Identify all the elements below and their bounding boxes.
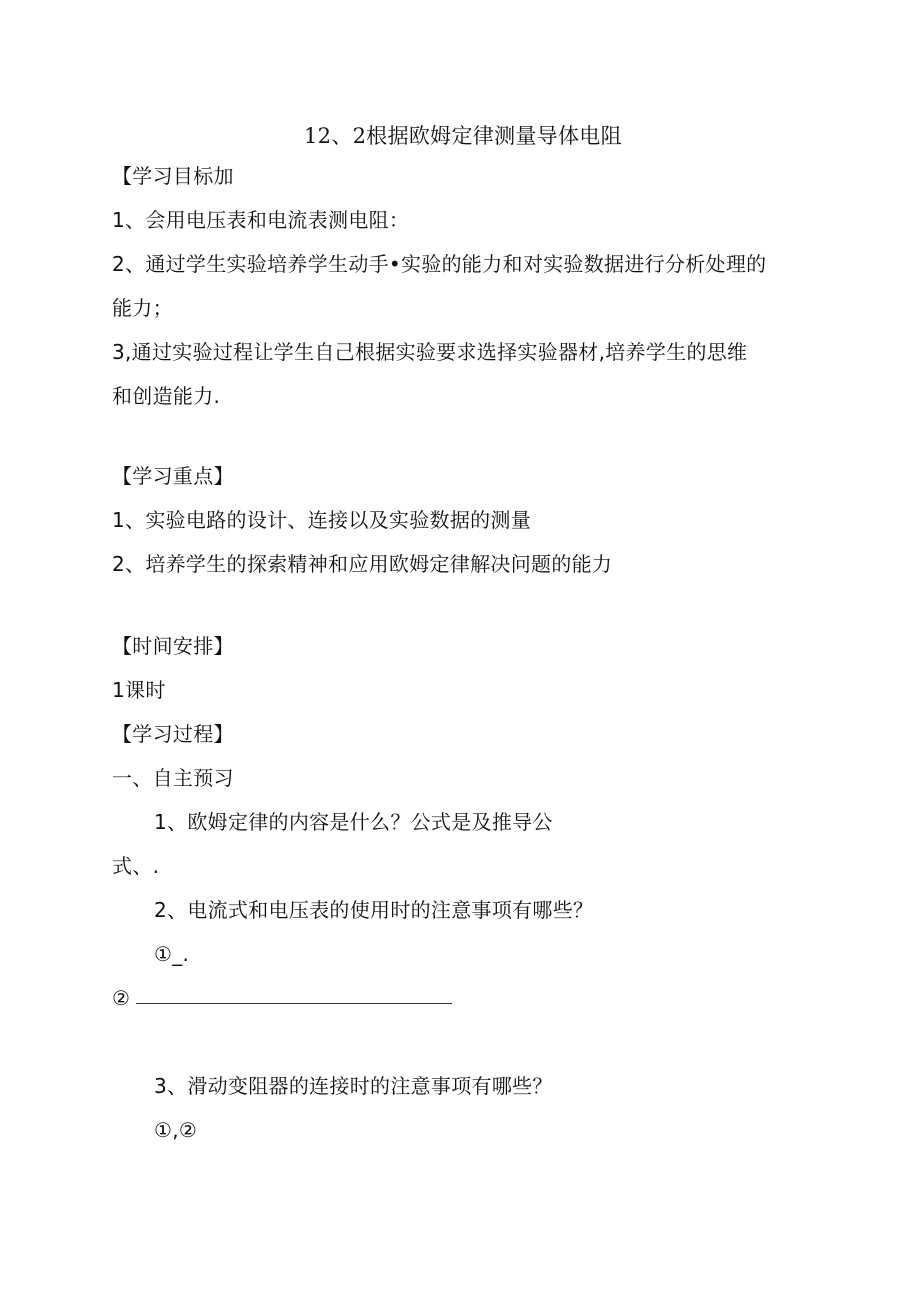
objective-item-2-cont: 能力； [112, 296, 173, 320]
process-heading: 【学习过程】 [112, 722, 234, 746]
question-2-item-2: ② [112, 986, 131, 1010]
key-points-heading: 【学习重点】 [112, 464, 234, 488]
key-point-item-2: 2、培养学生的探索精神和应用欧姆定律解决问题的能力 [112, 552, 613, 576]
answer-blank-line [136, 1003, 452, 1004]
section-self-study: 一、自主预习 [112, 766, 234, 790]
schedule-value: 1课时 [112, 678, 166, 702]
objective-item-1: 1、会用电压表和电流表测电阻： [112, 208, 410, 232]
question-1-line-2: 式、. [112, 854, 160, 878]
question-3: 3、滑动变阻器的连接时的注意事项有哪些？ [154, 1074, 553, 1098]
document-title: 12、2根据欧姆定律测量导体电阻 [304, 124, 622, 148]
objectives-heading: 【学习目标加 [112, 164, 234, 188]
objective-item-2: 2、通过学生实验培养学生动手•实验的能力和对实验数据进行分析处理的 [112, 252, 767, 276]
key-point-item-1: 1、实验电路的设计、连接以及实验数据的测量 [112, 508, 532, 532]
question-1-line-1: 1、欧姆定律的内容是什么？公式是及推导公 [154, 810, 553, 834]
question-3-items: ①,② [154, 1118, 198, 1142]
schedule-heading: 【时间安排】 [112, 634, 234, 658]
objective-item-3: 3,通过实验过程让学生自己根据实验要求选择实验器材,培养学生的思维 [112, 340, 748, 364]
question-2-item-1: ①_. [154, 942, 190, 966]
objective-item-3-cont: 和创造能力. [112, 384, 221, 408]
question-2: 2、电流式和电压表的使用时的注意事项有哪些？ [154, 898, 594, 922]
